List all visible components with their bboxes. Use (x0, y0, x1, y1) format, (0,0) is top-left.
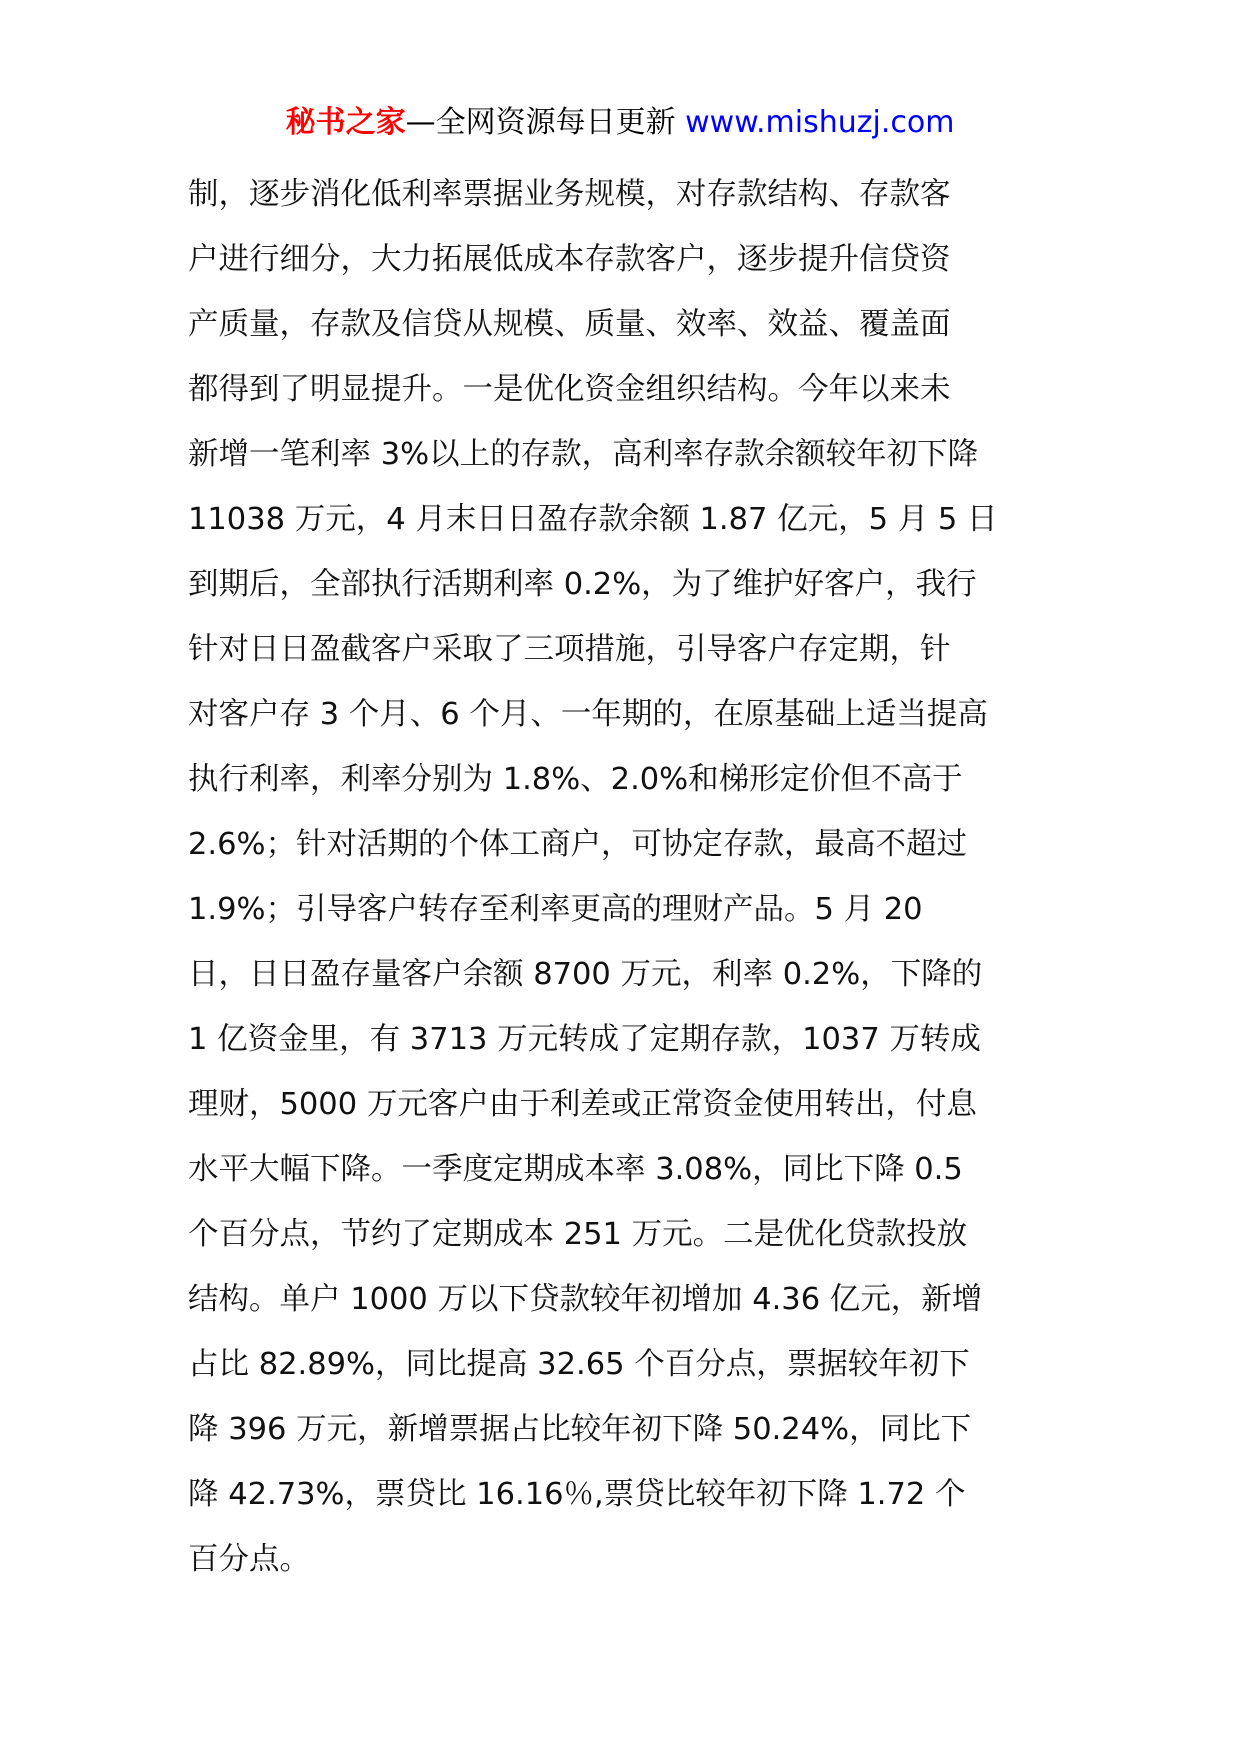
text-line: 百分点。 (188, 1542, 310, 1577)
text-line: 结构。单户 1000 万以下贷款较年初增加 4.36 亿元，新增 (188, 1282, 983, 1317)
text-line: 个百分点，节约了定期成本 251 万元。二是优化贷款投放 (188, 1217, 968, 1252)
page-header (0, 100, 1240, 146)
text-line: 针对日日盈截客户采取了三项措施，引导客户存定期，针 (188, 632, 951, 667)
text-line: 到期后，全部执行活期利率 0.2%，为了维护好客户，我行 (188, 567, 977, 602)
document-body (188, 162, 1058, 1592)
text-line: 11038 万元，4 月末日日盈存款余额 1.87 亿元，5 月 5 日 (188, 502, 998, 537)
website-link[interactable]: www.mishuzj.com (685, 105, 955, 140)
brand-name: 秘书之家 (285, 105, 406, 140)
header-tagline: —全网资源每日更新 (405, 105, 686, 140)
text-line: 1.9%；引导客户转存至利率更高的理财产品。5 月 20 (188, 892, 923, 927)
text-line: 2.6%；针对活期的个体工商户，可协定存款，最高不超过 (188, 827, 967, 862)
text-line: 产质量，存款及信贷从规模、质量、效率、效益、覆盖面 (188, 307, 951, 342)
text-line: 水平大幅下降。一季度定期成本率 3.08%，同比下降 0.5 (188, 1152, 963, 1187)
text-line: 制，逐步消化低利率票据业务规模，对存款结构、存款客 (188, 177, 951, 212)
text-line: 执行利率，利率分别为 1.8%、2.0%和梯形定价但不高于 (188, 762, 963, 797)
text-line: 新增一笔利率 3%以上的存款，高利率存款余额较年初下降 (188, 437, 979, 472)
text-line: 1 亿资金里，有 3713 万元转成了定期存款，1037 万转成 (188, 1022, 981, 1057)
text-line: 户进行细分，大力拓展低成本存款客户，逐步提升信贷资 (188, 242, 951, 277)
text-line: 占比 82.89%，同比提高 32.65 个百分点，票据较年初下 (188, 1347, 970, 1382)
text-line: 降 42.73%，票贷比 16.16％,票贷比较年初下降 1.72 个 (188, 1477, 966, 1512)
text-line: 理财，5000 万元客户由于利差或正常资金使用转出，付息 (188, 1087, 977, 1122)
text-line: 对客户存 3 个月、6 个月、一年期的，在原基础上适当提高 (188, 697, 988, 732)
text-line: 都得到了明显提升。一是优化资金组织结构。今年以来未 (188, 372, 951, 407)
text-line: 日，日日盈存量客户余额 8700 万元，利率 0.2%，下降的 (188, 957, 983, 992)
text-line: 降 396 万元，新增票据占比较年初下降 50.24%，同比下 (188, 1412, 972, 1447)
